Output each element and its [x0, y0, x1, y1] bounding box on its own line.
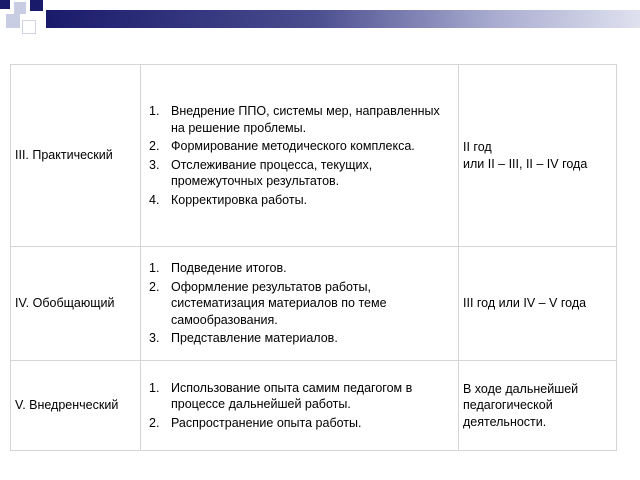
stage-name: IV. Обобщающий	[11, 247, 141, 361]
task-number: 1.	[149, 104, 160, 118]
task-item	[145, 138, 454, 155]
task-number: 4.	[149, 192, 160, 207]
header-decor-square	[14, 2, 26, 14]
period-line: В ходе дальнейшей педагогической деятельности.	[463, 381, 579, 429]
task-number: 2.	[149, 139, 160, 153]
period-line: III год или IV – V года	[463, 296, 587, 311]
stage-period	[459, 361, 617, 451]
task-number: 2.	[149, 415, 160, 430]
stages-table	[10, 64, 617, 451]
task-item	[145, 157, 454, 190]
stage-period	[459, 65, 617, 247]
header-decor-square	[0, 0, 10, 9]
period-line: II год	[463, 140, 492, 154]
task-list	[145, 103, 454, 208]
task-number: 1.	[149, 380, 160, 395]
task-text: Подведение итогов.	[171, 261, 287, 276]
task-number: 3.	[149, 157, 160, 172]
task-text: Представление материалов.	[171, 331, 338, 346]
task-text: Корректировка работы.	[171, 192, 308, 207]
task-item	[145, 260, 454, 277]
task-item	[145, 330, 454, 347]
task-list	[145, 260, 454, 347]
task-item	[145, 103, 454, 136]
task-item	[145, 415, 454, 432]
header-gradient-bar	[46, 10, 640, 28]
stage-tasks-cell	[141, 247, 459, 361]
task-text: Распространение опыта работы.	[171, 415, 362, 430]
header-decor-square	[30, 0, 43, 11]
task-text: Внедрение ППО, системы мер, направленных на решение проблемы.	[171, 104, 440, 135]
stage-tasks-cell	[141, 65, 459, 247]
table-row	[11, 247, 617, 361]
task-text: Отслеживание процесса, текущих, промежуточных результатов.	[171, 157, 373, 188]
header-decor-square	[22, 20, 36, 34]
stage-name: III. Практический	[11, 65, 141, 247]
task-item	[145, 380, 454, 413]
task-list	[145, 380, 454, 432]
stage-tasks-cell	[141, 361, 459, 451]
task-number: 1.	[149, 261, 160, 276]
stage-name: V. Внедренческий	[11, 361, 141, 451]
task-item	[145, 192, 454, 209]
task-text: Оформление результатов работы, систематизация материалов по теме самообразования.	[171, 279, 387, 327]
task-number: 2.	[149, 279, 160, 294]
task-text: Формирование методического комплекса.	[171, 139, 415, 153]
stage-period	[459, 247, 617, 361]
task-text: Использование опыта самим педагогом в процессе дальнейшей работы.	[171, 380, 413, 412]
period-line: или II – III, II – IV года	[463, 156, 588, 171]
task-item	[145, 279, 454, 329]
table-row	[11, 361, 617, 451]
task-number: 3.	[149, 331, 160, 346]
table-row	[11, 65, 617, 247]
header-decor-square	[6, 14, 20, 28]
